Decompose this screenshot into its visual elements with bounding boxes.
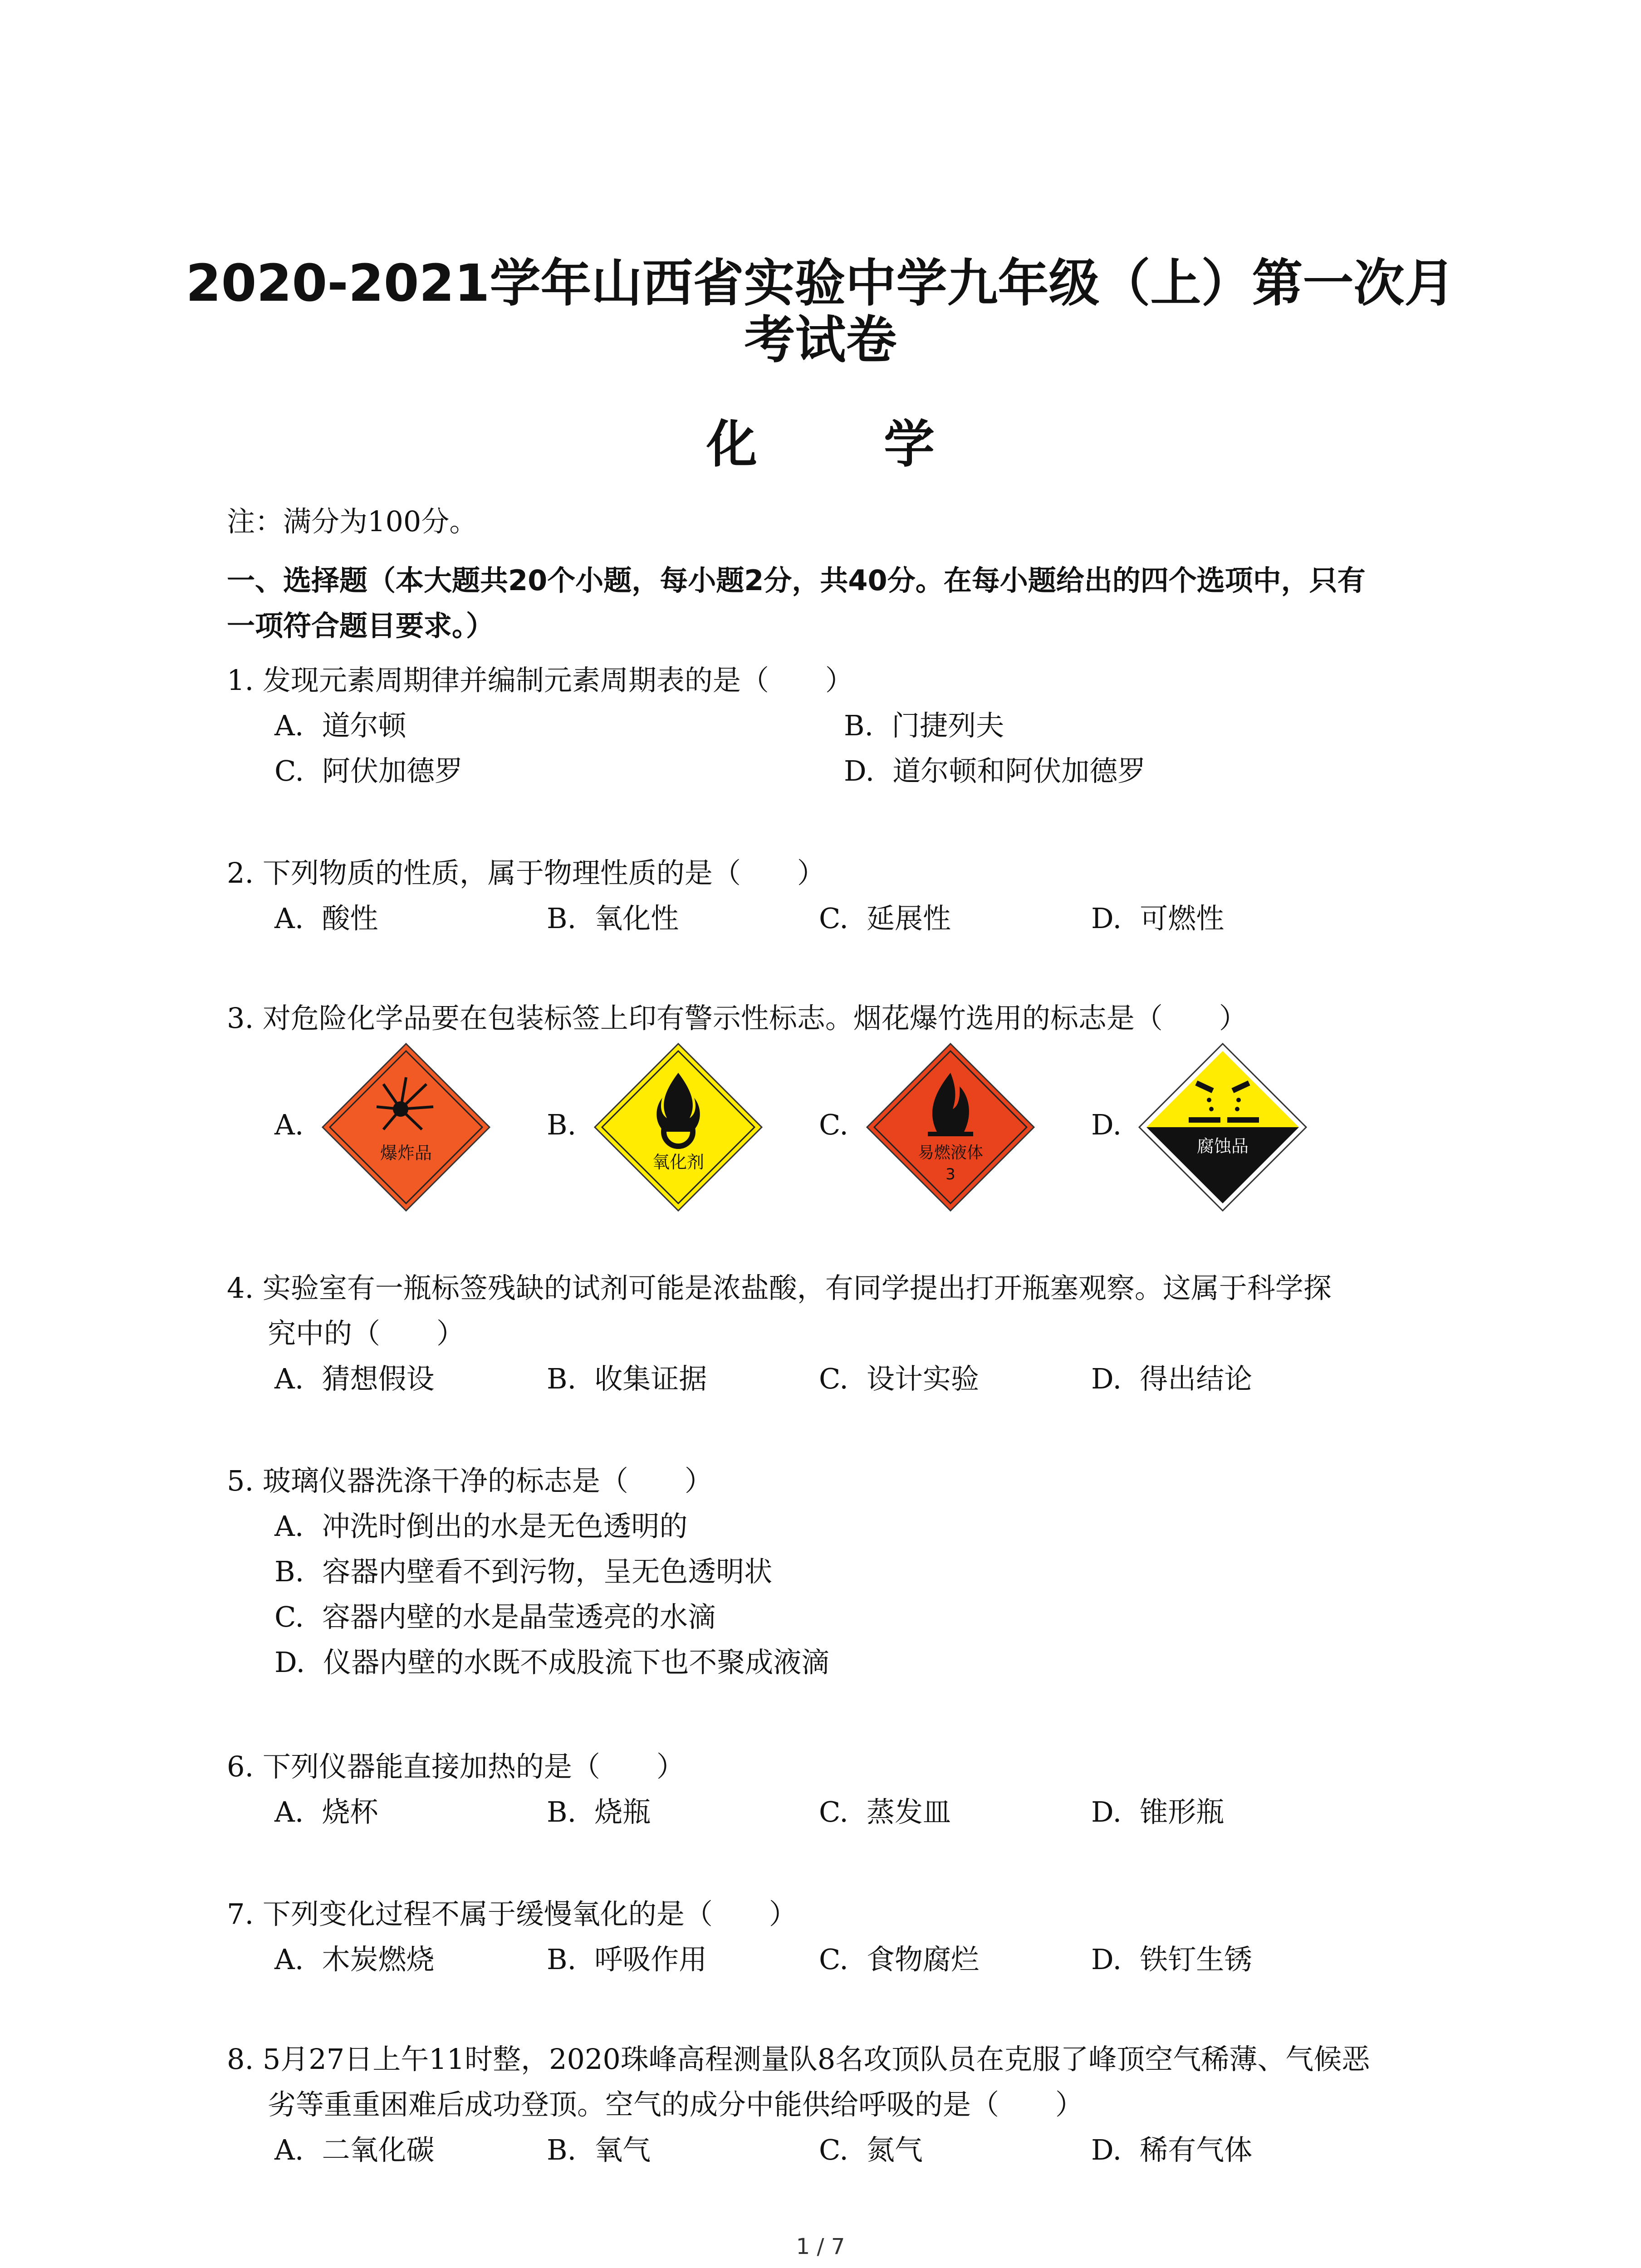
q8-stem-line1: 8. 5月27日上午11时整，2020珠峰高程测量队8名攻顶队员在克服了峰顶空气稀薄、气候恶 — [227, 2043, 1370, 2076]
q7-option-c: C. 食物腐烂 — [819, 1943, 979, 1976]
oxidizer-sign — [592, 1041, 764, 1213]
oxidizer-sign-label: 氧化剂 — [652, 1152, 705, 1172]
q2-stem: 2. 下列物质的性质，属于物理性质的是（ ） — [227, 856, 825, 890]
q2-option-b: B. 氧化性 — [547, 902, 679, 935]
corrosive-sign-label: 腐蚀品 — [1196, 1136, 1249, 1156]
q6-option-d: D. 锥形瓶 — [1091, 1795, 1225, 1828]
q4-option-c: C. 设计实验 — [819, 1362, 979, 1395]
q6-option-b: B. 烧瓶 — [547, 1795, 651, 1828]
flammable-liquid-sign — [864, 1041, 1037, 1213]
q3-option-b-label: B. — [547, 1108, 577, 1141]
q1-stem: 1. 发现元素周期律并编制元素周期表的是（ ） — [227, 664, 853, 697]
q6-stem: 6. 下列仪器能直接加热的是（ ） — [227, 1750, 685, 1783]
q5-option-a: A. 冲洗时倒出的水是无色透明的 — [274, 1510, 688, 1543]
q1-option-b: B. 门捷列夫 — [844, 709, 1004, 742]
q4-option-d: D. 得出结论 — [1091, 1362, 1253, 1395]
q5-option-b: B. 容器内壁看不到污物，呈无色透明状 — [274, 1555, 773, 1588]
q5-stem: 5. 玻璃仪器洗涤干净的标志是（ ） — [227, 1464, 713, 1497]
q2-option-c: C. 延展性 — [819, 902, 951, 935]
exam-title-line2: 考试卷 — [744, 311, 897, 370]
q4-option-b: B. 收集证据 — [547, 1362, 707, 1395]
q7-option-d: D. 铁钉生锈 — [1091, 1943, 1253, 1976]
q1-option-d: D. 道尔顿和阿伏加德罗 — [844, 754, 1146, 787]
q2-option-a: A. 酸性 — [274, 902, 378, 935]
q8-option-d: D. 稀有气体 — [1091, 2133, 1253, 2166]
q8-option-a: A. 二氧化碳 — [274, 2133, 435, 2166]
q3-option-a-label: A. — [274, 1108, 304, 1141]
q5-option-c: C. 容器内壁的水是晶莹透亮的水滴 — [274, 1600, 716, 1633]
q4-option-a: A. 猜想假设 — [274, 1362, 435, 1395]
subject-title: 化 学 — [706, 415, 989, 474]
q3-option-d-label: D. — [1091, 1108, 1122, 1141]
q8-option-c: C. 氮气 — [819, 2133, 923, 2166]
q7-option-b: B. 呼吸作用 — [547, 1943, 707, 1976]
explosive-sign — [320, 1041, 492, 1213]
corrosive-sign — [1136, 1041, 1309, 1213]
q8-stem-line2: 劣等重重困难后成功登顶。空气的成分中能供给呼吸的是（ ） — [268, 2088, 1084, 2121]
flammable-sign-class: 3 — [945, 1165, 955, 1183]
q5-option-d: D. 仪器内壁的水既不成股流下也不聚成液滴 — [274, 1646, 830, 1679]
q1-option-a: A. 道尔顿 — [274, 709, 407, 742]
flammable-sign-label: 易燃液体 — [917, 1144, 984, 1162]
q8-option-b: B. 氧气 — [547, 2133, 651, 2166]
q4-stem-line2: 究中的（ ） — [268, 1317, 465, 1350]
q3-stem: 3. 对危险化学品要在包装标签上印有警示性标志。烟花爆竹选用的标志是（ ） — [227, 1002, 1247, 1035]
q2-option-d: D. 可燃性 — [1091, 902, 1225, 935]
q7-option-a: A. 木炭燃烧 — [274, 1943, 435, 1976]
q4-stem-line1: 4. 实验室有一瓶标签残缺的试剂可能是浓盐酸，有同学提出打开瓶塞观察。这属于科学探 — [227, 1271, 1332, 1305]
q1-option-c: C. 阿伏加德罗 — [274, 754, 463, 787]
q6-option-a: A. 烧杯 — [274, 1795, 378, 1828]
explosive-sign-label: 爆炸品 — [380, 1143, 432, 1163]
exam-title-line1: 2020-2021学年山西省实验中学九年级（上）第一次月 — [186, 254, 1455, 313]
q6-option-c: C. 蒸发皿 — [819, 1795, 951, 1828]
section1-heading-line2: 一项符合题目要求。） — [227, 609, 495, 642]
page-number: 1 / 7 — [796, 2234, 845, 2259]
q7-stem: 7. 下列变化过程不属于缓慢氧化的是（ ） — [227, 1897, 797, 1931]
q3-option-c-label: C. — [819, 1108, 848, 1141]
section1-heading-line1: 一、选择题（本大题共20个小题，每小题2分，共40分。在每小题给出的四个选项中，只有 — [227, 564, 1366, 597]
score-note: 注：满分为100分。 — [227, 505, 478, 538]
